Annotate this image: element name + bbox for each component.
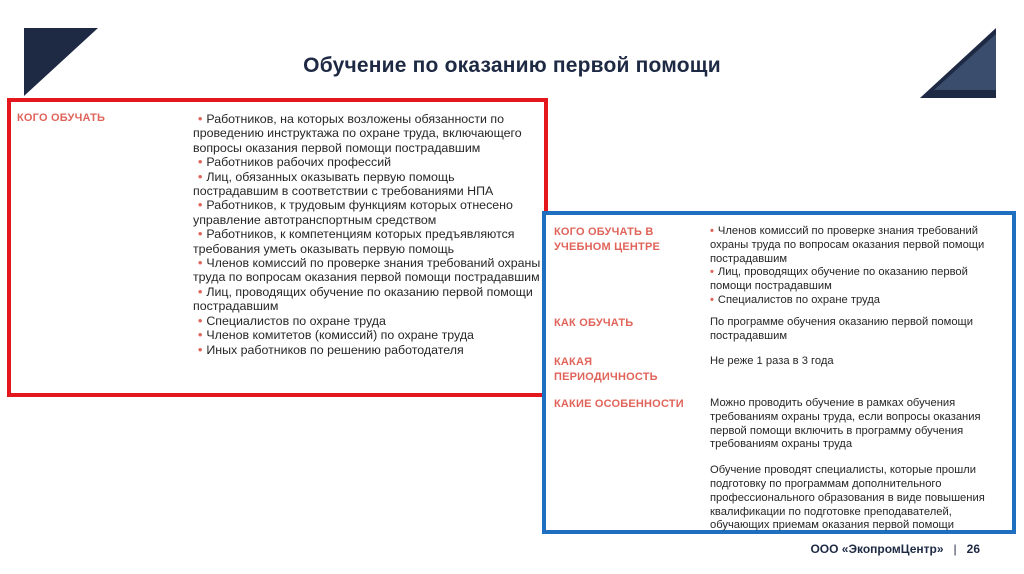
bullet-dot-icon: • <box>710 293 714 306</box>
row-label: КАК ОБУЧАТЬ <box>554 317 634 329</box>
row-content: Не реже 1 раза в 3 года <box>710 355 834 367</box>
list-item: • Специалистов по охране труда <box>198 313 386 328</box>
bullet-dot-icon: • <box>198 313 203 328</box>
page-number: 26 <box>966 542 980 556</box>
row-label: КАКИЕ ОСОБЕННОСТИ <box>554 398 684 410</box>
list-item: • Иных работников по решению работодателя <box>198 342 464 357</box>
list-item: • Членов комиссий по проверке знания требований охраны труда по вопросам оказания первой помощи пострадавшим <box>710 225 985 265</box>
list-item: • Работников, к компетенциям которых предъявляются требования уметь оказывать первую помощь <box>193 227 515 256</box>
training-center-panel <box>542 211 1016 534</box>
list-item: • Работников рабочих профессий <box>198 155 392 170</box>
row-label: КАКАЯ ПЕРИОДИЧНОСТЬ <box>554 356 658 383</box>
bullet-dot-icon: • <box>198 342 203 357</box>
bullet-dot-icon: • <box>198 284 203 299</box>
paragraph: Можно проводить обучение в рамках обучения требованиям охраны труда, если вопросы оказания первой помощи включить в программу обучения требованиям охраны труда <box>710 397 981 451</box>
list-item: • Членов комитетов (комиссий) по охране труда <box>198 328 474 343</box>
bullet-dot-icon: • <box>198 227 203 242</box>
who-to-train-list <box>193 112 543 357</box>
who-to-train-heading: КОГО ОБУЧАТЬ <box>17 112 106 124</box>
list-item: • Работников, к трудовым функциям которых отнесено управление автотранспортным средством <box>193 198 513 227</box>
row-content <box>710 225 1010 308</box>
list-item: • Лиц, обязанных оказывать первую помощь пострадавшим в соответствии с требованиями НПА <box>193 169 494 199</box>
bullet-dot-icon: • <box>198 112 203 126</box>
row-content: По программе обучения оказанию первой помощи пострадавшим <box>710 316 974 342</box>
list-item: • Лиц, проводящих обучение по оказанию первой помощи пострадавшим <box>193 284 533 314</box>
footer-organization: ООО «ЭкопромЦентр» <box>810 542 944 556</box>
bullet-dot-icon: • <box>198 155 203 170</box>
bullet-dot-icon: • <box>198 198 203 213</box>
list-item: • Работников, на которых возложены обязанности по проведению инструктажа по охране труда, включающего вопросы оказания первой помощи пострадавшим <box>193 112 522 155</box>
bullet-dot-icon: • <box>710 225 714 237</box>
footer-separator: | <box>953 542 957 556</box>
slide-title: Обучение по оказанию первой помощи <box>303 54 721 77</box>
bullet-dot-icon: • <box>198 256 203 271</box>
list-item: • Членов комиссий по проверке знания требований охраны труда по вопросам оказания первой помощи пострадавшим <box>193 256 541 285</box>
bullet-dot-icon: • <box>710 266 714 279</box>
bullet-dot-icon: • <box>198 328 203 343</box>
paragraph: Обучение проводят специалисты, которые прошли подготовку по программам дополнительного профессионального образования в виде повышения квалификации по подготовке преподавателей, обучающих приемам оказания первой помощи <box>710 464 985 532</box>
slide-footer <box>810 542 980 556</box>
who-to-train-panel <box>7 98 548 397</box>
row-label: КОГО ОБУЧАТЬ В УЧЕБНОМ ЦЕНТРЕ <box>554 226 661 253</box>
list-item: • Специалистов по охране труда <box>710 293 881 306</box>
list-item: • Лиц, проводящих обучение по оказанию первой помощи пострадавшим <box>710 266 968 293</box>
bullet-dot-icon: • <box>198 169 203 184</box>
row-content <box>710 397 1010 533</box>
